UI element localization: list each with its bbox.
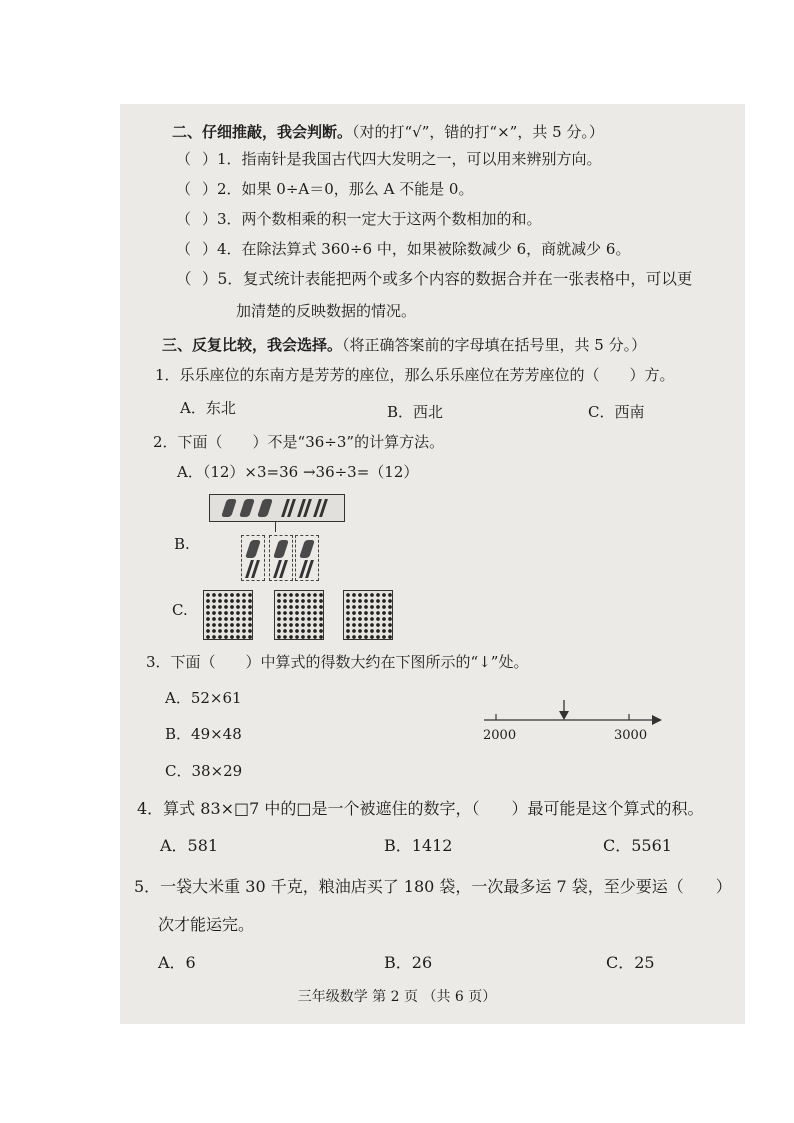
judge-item-5 (176, 269, 692, 289)
judge-item-3 (176, 209, 542, 229)
answer-paren[interactable]: （ (176, 150, 192, 168)
q1-option-b[interactable]: B．西北 (387, 403, 444, 421)
question-1: 1．乐乐座位的东南方是芳芳的座位，那么乐乐座位在芳芳座位的（ ）方。 (155, 366, 675, 384)
group-box-1 (241, 535, 265, 581)
q5-option-c[interactable]: C．25 (606, 953, 655, 972)
nl-label-3000: 3000 (614, 728, 648, 743)
q5-option-b[interactable]: B．26 (384, 953, 433, 972)
section2-note: （对的打“√”，错的打“×”，共 5 分。） (352, 123, 604, 141)
stick-bundle-box (209, 494, 345, 522)
q4-option-b[interactable]: B．1412 (384, 836, 453, 855)
judge-item-2 (176, 179, 473, 199)
judge-item-4 (176, 239, 630, 259)
split-arrow (275, 522, 276, 532)
number-line-arrowhead (652, 715, 662, 725)
question-3: 3．下面（ ）中算式的得数大约在下图所示的“↓”处。 (146, 653, 529, 671)
nl-label-2000: 2000 (483, 728, 517, 743)
question-5: 5．一袋大米重 30 千克，粮油店买了 180 袋，一次最多运 7 袋，至少要运（ ） (134, 877, 732, 896)
q1-option-a[interactable]: A．东北 (180, 399, 236, 417)
judge-item-1 (176, 149, 602, 169)
dot-grid (274, 590, 324, 640)
q3-option-a[interactable]: A．52×61 (165, 689, 242, 707)
stick-bundle (299, 540, 315, 558)
answer-paren[interactable]: （ (176, 180, 192, 198)
judge-item-text: ）4．在除法算式 360÷6 中，如果被除数减少 6，商就减少 6。 (202, 240, 631, 258)
section2-heading (172, 122, 604, 142)
q2-option-c[interactable]: C. (172, 601, 188, 619)
question-4: 4．算式 83×□7 中的□是一个被遮住的数字，（ ）最可能是这个算式的积。 (137, 799, 704, 818)
down-arrow-head (559, 711, 569, 720)
dot-grid (203, 590, 253, 640)
answer-paren[interactable]: （ (176, 240, 192, 258)
q4-option-c[interactable]: C．5561 (603, 836, 672, 855)
page-footer: 三年级数学 第 2 页 （共 6 页） (297, 989, 497, 1005)
q1-option-c[interactable]: C．西南 (588, 403, 645, 421)
answer-paren[interactable]: （ (176, 270, 192, 288)
group-box-3 (295, 535, 319, 581)
q3-option-c[interactable]: C．38×29 (165, 762, 243, 780)
question-5-continued: 次才能运完。 (158, 915, 255, 934)
stick-bundle (239, 499, 255, 517)
q2-option-b[interactable]: B. (174, 535, 190, 553)
stick-bundle (257, 499, 273, 517)
q4-option-a[interactable]: A．581 (160, 836, 219, 855)
section3-note: （将正确答案前的字母填在括号里，共 5 分。） (342, 336, 647, 354)
section3-title: 三、反复比较，我会选择。 (162, 336, 343, 354)
section3-heading (162, 335, 646, 355)
group-box-2 (269, 535, 293, 581)
q3-option-b[interactable]: B．49×48 (165, 725, 242, 743)
judge-item-text: ）2．如果 0÷A＝0，那么 A 不能是 0。 (202, 180, 474, 198)
section2-title: 二、仔细推敲，我会判断。 (172, 123, 353, 141)
stick-bundle (221, 499, 237, 517)
stick-bundle (273, 540, 289, 558)
judge-item-5-continued: 加清楚的反映数据的情况。 (236, 302, 417, 320)
judge-item-text: ）3．两个数相乘的积一定大于这两个数相加的和。 (202, 210, 542, 228)
judge-item-text: ）1．指南针是我国古代四大发明之一，可以用来辨别方向。 (202, 150, 602, 168)
q2-option-a[interactable]: A．（12）×3=36 →36÷3=（12） (177, 463, 419, 481)
q5-option-a[interactable]: A．6 (158, 953, 196, 972)
judge-item-text: ）5．复式统计表能把两个或多个内容的数据合并在一张表格中，可以更 (202, 270, 693, 288)
stick-bundle (245, 540, 261, 558)
question-2: 2．下面（ ）不是“36÷3”的计算方法。 (153, 433, 445, 451)
answer-paren[interactable]: （ (176, 210, 192, 228)
dot-grid (343, 590, 393, 640)
